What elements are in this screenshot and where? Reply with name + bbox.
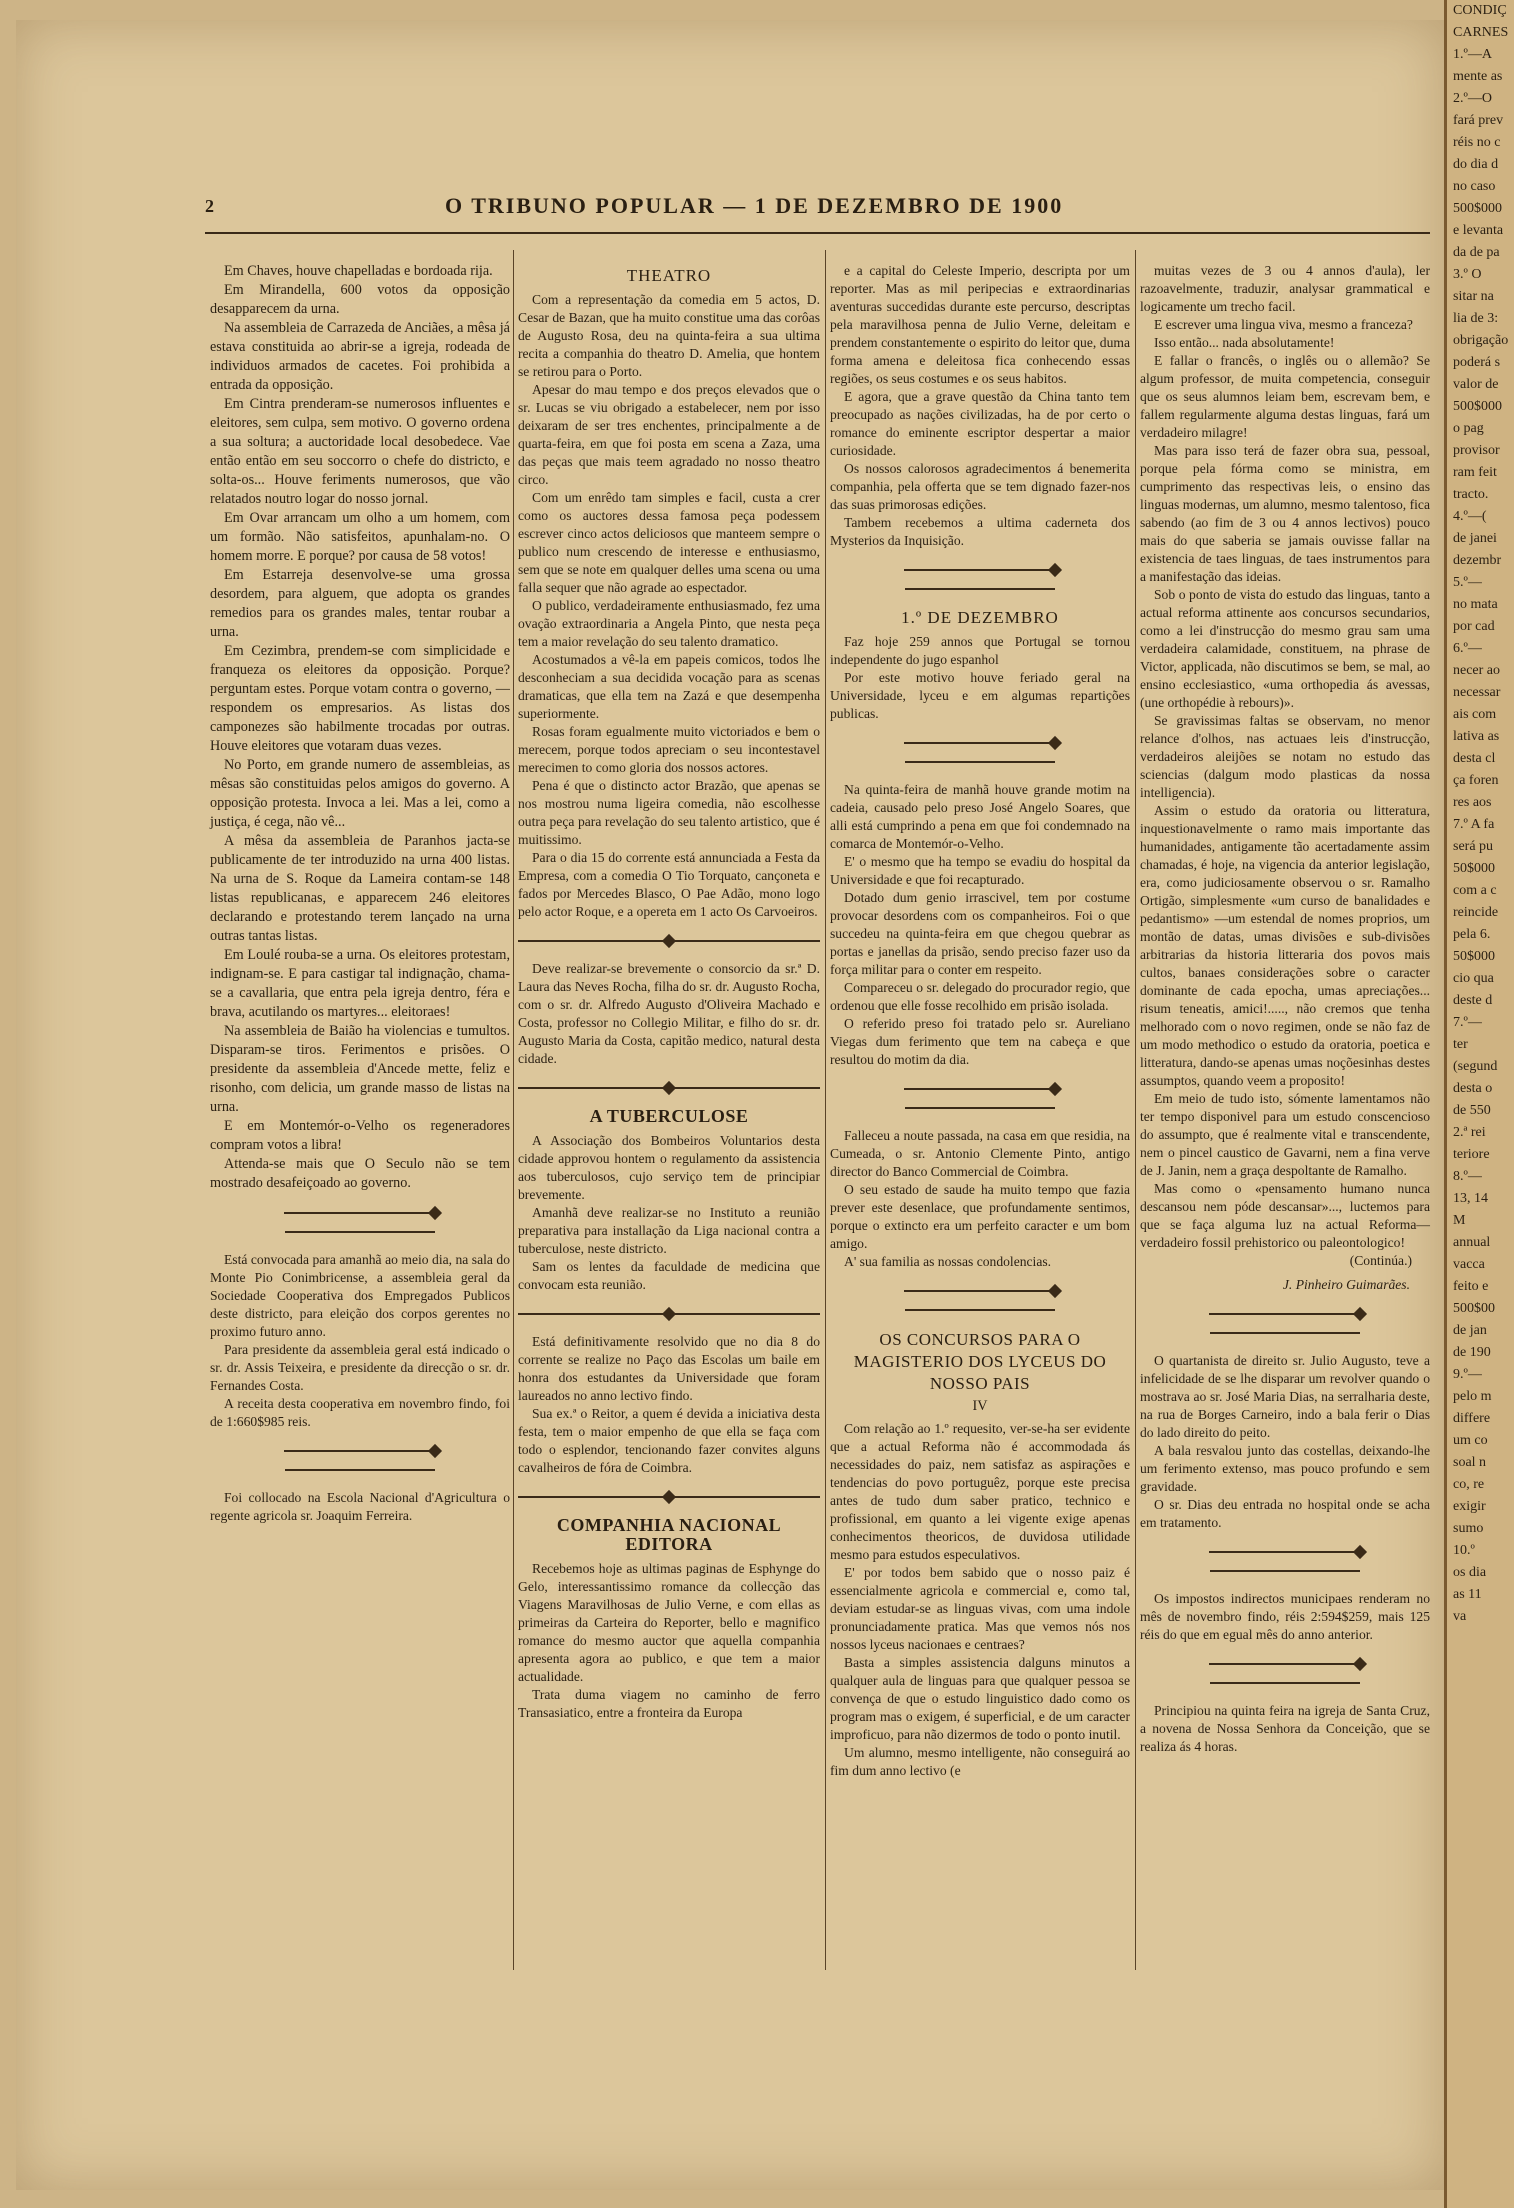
dezembro-title: 1.º DE DEZEMBRO <box>901 608 1059 627</box>
adjacent-page-fragment: poderá s <box>1453 355 1501 370</box>
paragraph: Na assembleia de Carrazeda de Anciães, a mêsa já estava constituida ao abrir-se a igreja, rodeada de individuos armados de cacetes. Foi prohibida a entrada da opposição. <box>210 320 510 393</box>
adjacent-page-fragment: pela 6. <box>1453 927 1491 942</box>
paragraph: Na assembleia de Baião ha violencias e tumultos. Disparam-se tiros. Ferimentos e prisões. O presidente da assembleia d'Ancede mette, feliz e risonho, com delicia, um grande masso de listas na urna. <box>210 1023 510 1115</box>
paragraph: Recebemos hoje as ultimas paginas de Esphynge do Gelo, interessantissimo romance da collecção das Viagens Maravilhosas de Julio Verne, e com ellas as primeiras da Carteira do Reporter, bello e magnifico romance do mesmo auctor que aquella companhia apresenta agora ao publico, e que tem a maior actualidade. <box>518 1561 820 1684</box>
theatro-title: THEATRO <box>626 266 712 285</box>
separator <box>1140 1304 1430 1342</box>
revolver-accident-article <box>1140 1352 1430 1532</box>
paragraph: Em meio de tudo isto, sómente lamentamos não ter tempo disponivel para um estudo conscencioso do assumpto, que é realmente vital e transcendente, nem o pincel caustico de Gavarni, nem a fina verve de J. Janin, nem a graça despoltante de Ramalho. <box>1140 1091 1430 1178</box>
separator <box>518 1487 820 1506</box>
adjacent-page-fragment: 50$000 <box>1453 861 1495 876</box>
header-rule <box>205 232 1430 234</box>
paragraph: Rosas foram egualmente muito victoriados e bem o merecem, porque todos apreciam o seu incontestavel merecimen to como gloria dos nossos actores. <box>518 724 820 775</box>
adjacent-page-fragment: deste d <box>1453 993 1493 1008</box>
adjacent-page-fragment: sumo <box>1453 1521 1484 1536</box>
adjacent-page-fragment: provisor <box>1453 443 1500 458</box>
paragraph: A bala resvalou junto das costellas, deixando-lhe um ferimento extenso, mas pouco profundo e sem gravidade. <box>1140 1443 1430 1494</box>
adjacent-page-fragment: 50$000 <box>1453 949 1495 964</box>
paragraph: O quartanista de direito sr. Julio Augusto, teve a infelicidade de se lhe disparar um revolver quando o mostrava ao sr. José Maria Dias, na serralharia deste, na rua de Borges Carneiro, indo a bala ferir o Dias do lado direito do peito. <box>1140 1353 1430 1440</box>
paragraph: O publico, verdadeiramente enthusiasmado, fez uma ovação extraordinaria a Angela Pinto, que nesta peça tem a maior revelação do seu talento dramatico. <box>518 598 820 649</box>
tuberculose-title: A TUBERCULOSE <box>589 1106 749 1126</box>
column-rule-1 <box>513 250 514 1970</box>
theatro-article <box>518 291 820 921</box>
paragraph: Isso então... nada absolutamente! <box>1154 335 1335 350</box>
paragraph: Assim o estudo da oratoria ou litteratura, inquestionavelmente o ramo mais importante das humanidades, antigamente tão acertadamente assim chamadas, é hoje, na vigencia da anterior legislação, era, como judiciosamente observou o sr. Ramalho Ortigão, simplesmente «um curso de banalidades e pedantismo» —um estendal de nomes proprios, um montão de datas, umas divisões e sub-divisões arbitrarias da historia litteraria dos povos mais cultos, banaes considerações sobre o caracter dominante de cada epocha, umas apreciações... risum teneatis, amici!....., não cremos que tenha melhorado com o novo regimen, onde se não faz de um modo methodico o estudo da oratoria, poetica e litteratura, dando-se apenas umas noçõesinhas destes assumptos, quando veem a proposito! <box>1140 803 1430 1088</box>
paragraph: A' sua familia as nossas condolencias. <box>844 1254 1052 1269</box>
adjacent-page-fragment: 8.º— <box>1453 1169 1482 1184</box>
adjacent-page-fragment: de janei <box>1453 531 1497 546</box>
adjacent-page-fragment: 13, 14 <box>1453 1191 1488 1206</box>
tuberculose-article <box>518 1132 820 1294</box>
column-rule-2 <box>825 250 826 1970</box>
separator <box>830 1281 1130 1319</box>
baile-notice <box>518 1333 820 1477</box>
adjacent-page-fragment: será pu <box>1453 839 1494 854</box>
adjacent-page-fragment: desta cl <box>1453 751 1496 766</box>
adjacent-page-fragment: CARNES <box>1453 25 1509 40</box>
page-number: 2 <box>205 196 214 216</box>
paragraph: Faz hoje 259 annos que Portugal se tornou independente do jugo espanhol <box>830 634 1130 667</box>
adjacent-page-fragment: (segund <box>1453 1059 1498 1074</box>
adjacent-page-fragment: lia de 3: <box>1453 311 1499 326</box>
separator <box>518 1304 820 1323</box>
paragraph: Em Estarreja desenvolve-se uma grossa desordem, para alguem, que adopta os grandes remedios para os grandes males, tentar roubar a urna. <box>210 567 510 640</box>
adjacent-page-fragment: annual <box>1453 1235 1491 1250</box>
paragraph: Amanhã deve realizar-se no Instituto a reunião preparativa para installação da Liga nacional contra a tuberculose, neste districto. <box>518 1205 820 1256</box>
adjacent-page-fragment: 6.º— <box>1453 641 1482 656</box>
paragraph: E' por todos bem sabido que o nosso paiz é essencialmente agricola e commercial e, como tal, deviam estudar-se as linguas vivas, com uma indole pronunciadamente pratica. Mas que vemos nós nos nossos lyceus nacionaes e centraes? <box>830 1565 1130 1652</box>
paragraph: A mêsa da assembleia de Paranhos jacta-se publicamente de ter introduzido na urna 400 listas. Na urna de S. Roque da Lameira contam-se 148 listas republicanas, e apparecem 246 eleitores declarando e protestando terem lançado na urna outras tantas listas. <box>210 833 510 944</box>
column-4 <box>1140 262 1430 1756</box>
adjacent-page-fragment: no caso <box>1453 179 1496 194</box>
column-3 <box>830 262 1130 1780</box>
adjacent-page-fragment: por cad <box>1453 619 1495 634</box>
adjacent-page-fragment: os dia <box>1453 1565 1487 1580</box>
adjacent-page-fragment: fará prev <box>1453 113 1504 128</box>
adjacent-page-fragment: 2.º—O <box>1453 91 1492 106</box>
adjacent-page-fragment: reincide <box>1453 905 1499 920</box>
paragraph: Acostumados a vê-la em papeis comicos, todos lhe desconheciam a sua decidida vocação para as scenas dramaticas, que ella tem na Zazá e que desempenha superiormente. <box>518 652 820 721</box>
concursos-article-continued <box>1140 262 1430 1252</box>
paragraph: Os nossos calorosos agradecimentos á benemerita companhia, pela offerta que se tem dignado fazer-nos das suas primorosas edições. <box>830 461 1130 512</box>
adjacent-page-fragment: cio qua <box>1453 971 1494 986</box>
adjacent-page-fragment: de 550 <box>1453 1103 1491 1118</box>
paragraph: Falleceu a noute passada, na casa em que residia, na Cumeada, o sr. Antonio Clemente Pinto, antigo director do Banco Commercial de Coimbra. <box>830 1128 1130 1179</box>
paragraph: No Porto, em grande numero de assembleias, as mêsas são constituidas pelos amigos do governo. A opposição protesta. Invoca a lei. Mas a lei, como a justiça, é cega, não vê... <box>210 757 510 830</box>
adjacent-page-fragment: necer ao <box>1453 663 1501 678</box>
paragraph: A Associação dos Bombeiros Voluntarios desta cidade approvou hontem o regulamento da assistencia aos tuberculosos, cujo serviço tem de principiar brevemente. <box>518 1133 820 1202</box>
paragraph: Com a representação da comedia em 5 actos, D. Cesar de Bazan, que ha muito constitue uma das corôas de Augusto Rosa, deu na quinta-feira a sua ultima recita a companhia do theatro D. Amelia, que hontem se retirou para o Porto. <box>518 292 820 379</box>
adjacent-page-fragment: 7.º— <box>1453 1015 1482 1030</box>
dezembro-article <box>830 633 1130 723</box>
paragraph: Em Chaves, houve chapelladas e bordoada rija. <box>224 263 493 279</box>
separator <box>210 1441 510 1479</box>
adjacent-page-fragment: mente as <box>1453 69 1503 84</box>
author-signature: J. Pinheiro Guimarães. <box>1282 1277 1410 1292</box>
paragraph: muitas vezes de 3 ou 4 annos d'aula), ler razoavelmente, traduzir, analysar grammatical e logicamente um trecho facil. <box>1140 263 1430 314</box>
adjacent-page-fragment: ça foren <box>1453 773 1499 788</box>
adjacent-page-fragment: feito e <box>1453 1279 1489 1294</box>
adjacent-page-fragment: 500$000 <box>1453 201 1502 216</box>
adjacent-page-fragment: 500$00 <box>1453 1301 1495 1316</box>
column-1 <box>210 262 510 1525</box>
concursos-part-number: IV <box>972 1398 988 1414</box>
separator <box>830 1079 1130 1117</box>
prison-riot-article <box>830 781 1130 1069</box>
paragraph: Se gravissimas faltas se observam, no menor relance d'olhos, nas actuaes leis d'instrucção, verdadeiros aleijões se notam no estudo das sciencias (dalgum modo plasticas da nossa intelligencia). <box>1140 713 1430 800</box>
paragraph: Por este motivo houve feriado geral na Universidade, lyceu e em algumas repartições publicas. <box>830 670 1130 721</box>
adjacent-page-fragment: dezembr <box>1453 553 1502 568</box>
adjacent-page-fragment: obrigação <box>1453 333 1509 348</box>
paragraph: Apesar do mau tempo e dos preços elevados que o sr. Lucas se viu obrigado a estabelecer, nem por isso deixaram de ser tres enchentes, principalmente a de quarta-feira, em que foi posta em scena a Zaza, uma das peças que mais teem agradado no nosso theatro circo. <box>518 382 820 487</box>
agriculture-notice: Foi collocado na Escola Nacional d'Agricultura o regente agricola sr. Joaquim Ferreira. <box>210 1490 510 1523</box>
paragraph: Attenda-se mais que O Seculo não se tem mostrado desafeiçoado ao governo. <box>210 1156 510 1191</box>
adjacent-page-fragment: ter <box>1453 1037 1468 1052</box>
adjacent-page-fragment: do dia d <box>1453 157 1499 172</box>
adjacent-page-fragment: 4.º—( <box>1453 509 1487 524</box>
adjacent-page-fragment: differe <box>1453 1411 1491 1426</box>
continua-label: (Continúa.) <box>1349 1253 1412 1268</box>
adjacent-page-fragment: res aos <box>1453 795 1492 810</box>
adjacent-page-fragment: as 11 <box>1453 1587 1482 1602</box>
paragraph: Basta a simples assistencia dalguns minutos a qualquer aula de linguas para que qualquer pessoa se convença de que o estudo linguistico dado como os program mas o exigem, é superficial, e de um caracter improficuo, para não dizermos de todo o ponto inutil. <box>830 1655 1130 1742</box>
paragraph: Pena é que o distincto actor Brazão, que apenas se nos mostrou numa ligeira comedia, não escolhesse outra peça para revelação do seu talento artistico, que é muitissimo. <box>518 778 820 847</box>
paragraph: Dotado dum genio irrascivel, tem por costume provocar desordens com os companheiros. Foi o que succedeu na quinta-feira em que chegou quebrar as portas e janellas da prisão, sendo preciso fazer uso da força militar para o conter em respeito. <box>830 890 1130 977</box>
concursos-article <box>830 1420 1130 1780</box>
adjacent-page-fragment: 5.º— <box>1453 575 1482 590</box>
adjacent-page-fragment: 9.º— <box>1453 1367 1482 1382</box>
paragraph: E' o mesmo que ha tempo se evadiu do hospital da Universidade e que foi recapturado. <box>830 854 1130 887</box>
paragraph: E escrever uma lingua viva, mesmo a franceza? <box>1154 317 1413 332</box>
adjacent-page-fragment: valor de <box>1453 377 1499 392</box>
separator <box>830 560 1130 598</box>
paragraph: A receita desta cooperativa em novembro findo, foi de 1:660$985 reis. <box>210 1396 510 1429</box>
paragraph: O seu estado de saude ha muito tempo que fazia prever este desenlace, que profundamente sentimos, porque o extincto era um perfeito caracter e um bom amigo. <box>830 1182 1130 1251</box>
adjacent-page-fragment: de jan <box>1453 1323 1487 1338</box>
adjacent-page-fragment: 3.º O <box>1453 267 1482 282</box>
adjacent-page-fragment: soal n <box>1453 1455 1487 1470</box>
companhia-title: COMPANHIA NACIONAL EDITORA <box>556 1515 782 1554</box>
adjacent-page-fragment: 2.ª rei <box>1453 1125 1486 1140</box>
adjacent-page-fragment: ram feit <box>1453 465 1497 480</box>
adjacent-page-fragment: no mata <box>1453 597 1498 612</box>
adjacent-page-fragment: ais com <box>1453 707 1497 722</box>
impostos-notice: Os impostos indirectos municipaes renderam no mês de novembro findo, réis 2:594$259, mais 125 réis do que em egual mês do anno anterior. <box>1140 1591 1430 1642</box>
paragraph: Um alumno, mesmo intelligente, não conseguirá ao fim dum anno lectivo (e <box>830 1745 1130 1778</box>
adjacent-page-fragment: réis no c <box>1453 135 1501 150</box>
paragraph: Mas para isso terá de fazer obra sua, pessoal, porque pela fórma como se ministra, em cumprimento das respectivas leis, o ensino das linguas modernas, um alumno, mesmo talentoso, fica sabendo (ao fim de 3 ou 4 annos lectivos) pouco mais do que saberia se jamais ouvisse fallar na existencia de taes linguas, de taes instrumentos para a manifestação das ideias. <box>1140 443 1430 584</box>
adjacent-page-fragment: 10.º <box>1453 1543 1475 1558</box>
adjacent-page-fragment: teriore <box>1453 1147 1490 1162</box>
paragraph: Com um enrêdo tam simples e facil, custa a crer como os auctores dessa famosa peça podessem escrever cinco actos deliciosos que manteem sempre o publico num crescendo de interesse e enthusiasmo, sem que se note em qualquer delles uma scena ou uma falla sequer que não agrade ao espectador. <box>518 490 820 595</box>
paragraph: E fallar o francês, o inglês ou o allemão? Se algum professor, de muita competencia, conseguir que os seus alumnos leiam bem, escrevam bem, e fallem regularmente alguma destas linguas, fará um verdadeiro milagre! <box>1140 353 1430 440</box>
adjacent-page-fragment: desta o <box>1453 1081 1493 1096</box>
adjacent-page-fragment: com a c <box>1453 883 1497 898</box>
adjacent-page-fragment: vacca <box>1453 1257 1485 1272</box>
paragraph: O referido preso foi tratado pelo sr. Aureliano Viegas dum ferimento que tem na cabeça e que resultou do motim da dia. <box>830 1016 1130 1067</box>
adjacent-page-fragment: 500$000 <box>1453 399 1502 414</box>
separator <box>210 1203 510 1241</box>
paragraph: Em Ovar arrancam um olho a um homem, com um formão. Não satisfeitos, apunhalam-no. O homem morre. E porque? por causa de 58 votos! <box>210 510 510 564</box>
paragraph: Trata duma viagem no caminho de ferro Transasiatico, entre a fronteira da Europa <box>518 1687 820 1720</box>
paragraph: Em Cezimbra, prendem-se com simplicidade e franqueza os eleitores da opposição. Porque? perguntam estes. Porque votam contra o governo, —respondem os empresarios. As listas dos camponezes são habilmente trocadas por outras. Houve eleitores que votaram duas vezes. <box>210 643 510 754</box>
separator <box>1140 1542 1430 1580</box>
adjacent-page-fragment: M <box>1453 1213 1466 1228</box>
column-2 <box>518 262 820 1722</box>
adjacent-page-fragment: o pag <box>1453 421 1484 436</box>
paragraph: Sam os lentes da faculdade de medicina que convocam esta reunião. <box>518 1259 820 1292</box>
adjacent-page-fragment: necessar <box>1453 685 1501 700</box>
paragraph: Tambem recebemos a ultima caderneta dos Mysterios da Inquisição. <box>830 515 1130 548</box>
paragraph: Sua ex.ª o Reitor, a quem é devida a iniciativa desta festa, tem o maior empenho de que ella se faça com todo o esplendor, tencionando fazer convites alguns cavalheiros de fóra de Coimbra. <box>518 1406 820 1475</box>
paragraph: Para o dia 15 do corrente está annunciada a Festa da Empresa, com a comedia O Tio Torquato, cançoneta e fados por Mercedes Blasco, O Pae Adão, mono logo pelo actor Roque, e a opereta em 1 acto Os Carvoeiros. <box>518 850 820 919</box>
separator <box>830 733 1130 771</box>
paragraph: Em Loulé rouba-se a urna. Os eleitores protestam, indignam-se. E para castigar tal indignação, chama-se a cavallaria, que entra pela igreja dentro, féra e brava, acutilando os martyres... eleitoraes! <box>210 947 510 1020</box>
separator <box>518 931 820 950</box>
adjacent-page-fragment: da de pa <box>1453 245 1500 260</box>
obituary-notice <box>830 1127 1130 1271</box>
paragraph: e a capital do Celeste Imperio, descripta por um reporter. Mas as mil peripecias e extraordinarias aventuras succedidas durante este percurso, descriptas pela maravilhosa penna de Julio Verne, deleitam e prendem constantemente o espirito do leitor que, duma forma amena e deleitosa fica conhecendo essas regiões, os seus costumes e os seus habitos. <box>830 263 1130 386</box>
paragraph: Está convocada para amanhã ao meio dia, na sala do Monte Pio Conimbricense, a assembleia geral da Sociedade Cooperativa dos Empregados Publicos deste districto, para eleição dos corpos gerentes no proximo futuro anno. <box>210 1252 510 1339</box>
adjacent-page-fragment: e levanta <box>1453 223 1504 238</box>
election-report <box>210 262 510 1193</box>
adjacent-page-fragment: CONDIÇ <box>1453 3 1507 18</box>
novena-notice: Principiou na quinta feira na igreja de Santa Cruz, a novena de Nossa Senhora da Conceição, que se realiza ás 4 horas. <box>1140 1703 1430 1754</box>
companhia-article <box>518 1560 820 1722</box>
paragraph: Com relação ao 1.º requesito, ver-se-ha ser evidente que a actual Reforma não é accommodada ás necessidades do paiz, nem satisfaz as aspirações e tendencias do povo portuguêz, porque este precisa antes de tudo dum saber pratico, technico e profissional, em quanto a lei vigente exige apenas conhecimentos theoricos, de duvidosa utilidade mesmo para estudos especulativos. <box>830 1421 1130 1562</box>
consorcio-notice: Deve realizar-se brevemente o consorcio da sr.ª D. Laura das Neves Rocha, filha do sr. dr. Augusto Rocha, com o sr. dr. Alfredo Augusto d'Oliveira Machado e Costa, professor no Collegio Militar, e filho do sr. dr. Augusto Maria da Costa, capitão medico, natural desta cidade. <box>518 961 820 1066</box>
adjacent-page-fragment: exigir <box>1453 1499 1486 1514</box>
paragraph: Para presidente da assembleia geral está indicado o sr. dr. Assis Teixeira, e presidente da direcção o sr. dr. Fernandes Costa. <box>210 1342 510 1393</box>
separator <box>1140 1654 1430 1692</box>
adjacent-page-fragment: va <box>1453 1609 1467 1624</box>
paragraph: Compareceu o sr. delegado do procurador regio, que ordenou que elle fosse recolhido em prisão isolada. <box>830 980 1130 1013</box>
adjacent-page-fragment: 1.º—A <box>1453 47 1492 62</box>
cooperative-notice <box>210 1251 510 1431</box>
adjacent-page-fragment: um co <box>1453 1433 1488 1448</box>
paragraph: E agora, que a grave questão da China tanto tem preocupado as nações civilizadas, ha de por certo o romance do eminente escriptor despertar a maior curiosidade. <box>830 389 1130 458</box>
adjacent-page-fragment: lativa as <box>1453 729 1500 744</box>
paragraph: Sob o ponto de vista do estudo das linguas, tanto a actual reforma attinente aos concursos secundarios, como a lei d'instrucção do mesmo grau sam uma verdadeira calamidade, constituem, na phrase de Victor, applicada, não discutimos se bem, se mal, ao ensino ecclesiastico, «uma orthopedia ás avessas, (une orthopédie à rebours)». <box>1140 587 1430 710</box>
adjacent-page-fragment: co, re <box>1453 1477 1485 1492</box>
concursos-title: OS CONCURSOS PARA O MAGISTERIO DOS LYCEUS DO NOSSO PAIS <box>853 1330 1107 1393</box>
newspaper-header-title: O TRIBUNO POPULAR — 1 DE DEZEMBRO DE 1900 <box>445 193 1064 218</box>
adjacent-page-fragment: 7.º A fa <box>1453 817 1495 832</box>
adjacent-page-fragment: pelo m <box>1453 1389 1492 1404</box>
adjacent-page-fragment: tracto. <box>1453 487 1489 502</box>
paragraph: E em Montemór-o-Velho os regeneradores compram votos a libra! <box>210 1118 510 1153</box>
adjacent-page-edge <box>1444 0 1514 2208</box>
adjacent-page-fragment: sitar na <box>1453 289 1494 304</box>
companhia-article-continued <box>830 262 1130 550</box>
paragraph: Mas como o «pensamento humano nunca descansou nem póde descansar»..., luctemos para que se faça alguma luz na actual Reforma—verdadeiro fossil prehistorico ou paleontologico! <box>1140 1181 1430 1250</box>
paragraph: O sr. Dias deu entrada no hospital onde se acha em tratamento. <box>1140 1497 1430 1530</box>
column-rule-3 <box>1135 250 1136 1970</box>
separator <box>518 1078 820 1097</box>
adjacent-page-fragment: de 190 <box>1453 1345 1491 1360</box>
paragraph: Na quinta-feira de manhã houve grande motim na cadeia, causado pelo preso José Angelo Soares, que alli está cumprindo a pena em que foi condemnado na comarca de Montemór-o-Velho. <box>830 782 1130 851</box>
paragraph: Em Cintra prenderam-se numerosos influentes e eleitores, sem culpa, sem motivo. O governo ordena a sua soltura; a auctoridade local desobedece. Vae então então em seu soccorro o chefe do districto, e solta-os... Houve feriments numerosos, que vão relatados noutro logar do nosso jornal. <box>210 396 510 507</box>
paragraph: Em Mirandella, 600 votos da opposição desapparecem da urna. <box>210 282 510 317</box>
paragraph: Está definitivamente resolvido que no dia 8 do corrente se realize no Paço das Escolas um baile em honra dos estudantes da Universidade que foram laureados no anno lectivo findo. <box>518 1334 820 1403</box>
